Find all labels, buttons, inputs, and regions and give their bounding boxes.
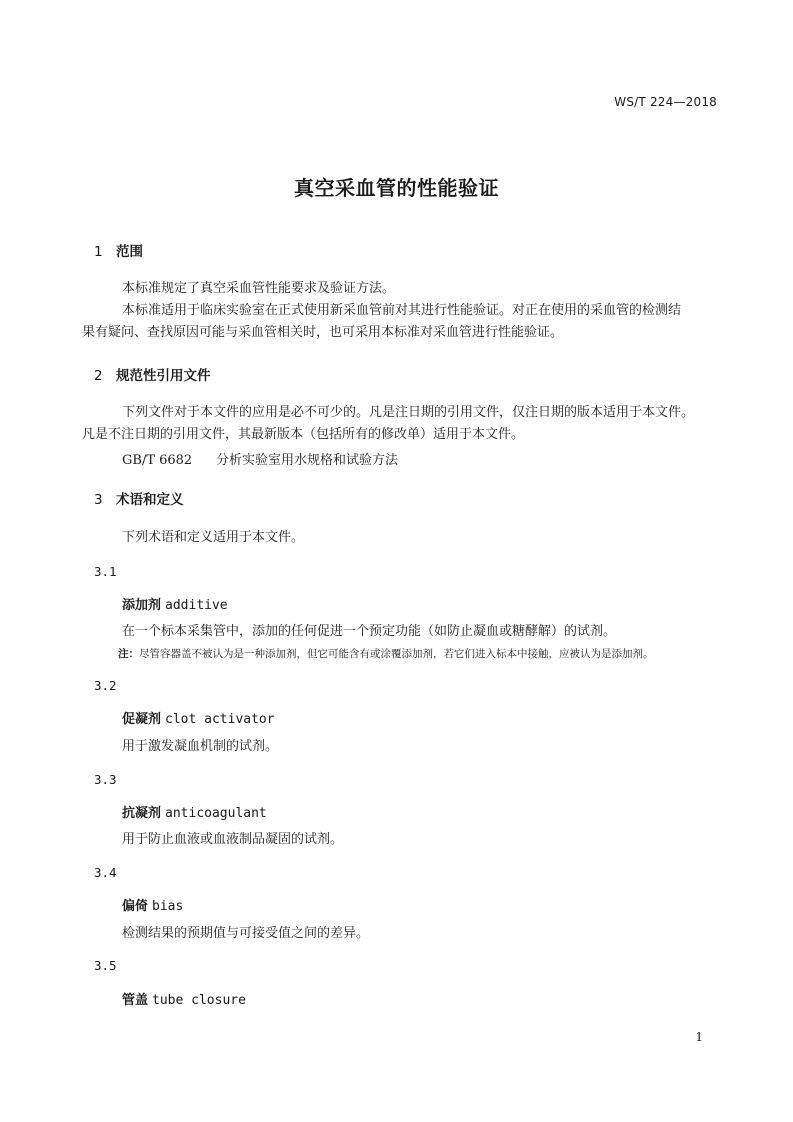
section-number: 1 (94, 244, 103, 260)
paragraph: 本标准适用于临床实验室在正式使用新采血管前对其进行性能验证。对正在使用的采血管的检测结 (122, 303, 682, 318)
section-title: 范围 (116, 244, 143, 260)
section-1-heading (94, 240, 143, 260)
term-zh: 管盖 (122, 993, 149, 1008)
paragraph: 下列术语和定义适用于本文件。 (122, 530, 305, 545)
reference-title: 分析实验室用水规格和试验方法 (216, 453, 399, 468)
paragraph: 下列文件对于本文件的应用是必不可少的。凡是注日期的引用文件，仅注日期的版本适用于本文件。 (122, 405, 695, 420)
section-3-heading (94, 488, 184, 508)
paragraph: 本标准规定了真空采血管性能要求及验证方法。 (122, 281, 396, 296)
term-definition: 检测结果的预期值与可接受值之间的差异。 (122, 926, 370, 941)
clause-number: 3.5 (94, 958, 117, 973)
term-entry (122, 989, 246, 1008)
clause-number: 3.4 (94, 865, 117, 880)
reference-code: GB/T 6682 (122, 453, 193, 468)
term-entry (122, 594, 228, 613)
page-number: 1 (695, 1030, 703, 1044)
document-code: WS/T 224—2018 (614, 95, 717, 109)
section-title: 规范性引用文件 (116, 368, 211, 384)
term-en: anticoagulant (165, 806, 267, 821)
note (118, 646, 654, 661)
clause-number: 3.1 (94, 564, 117, 579)
term-en: clot activator (165, 712, 275, 727)
term-en: additive (165, 598, 228, 613)
clause-number: 3.3 (94, 772, 117, 787)
term-entry (122, 708, 275, 727)
document-title: 真空采血管的性能验证 (294, 176, 499, 200)
term-entry (122, 802, 267, 821)
section-number: 2 (94, 368, 103, 384)
section-2-heading (94, 364, 211, 384)
note-text: 尽管容器盖不被认为是一种添加剂，但它可能含有或涂覆添加剂，若它们进入标本中接触，应被认为是添加剂。 (139, 648, 654, 660)
term-en: bias (152, 899, 184, 914)
term-zh: 偏倚 (122, 899, 149, 914)
normative-reference (122, 449, 398, 468)
term-definition: 用于防止血液或血液制品凝固的试剂。 (122, 832, 344, 847)
term-en: tube closure (152, 993, 246, 1008)
term-zh: 抗凝剂 (122, 806, 162, 821)
term-zh: 促凝剂 (122, 712, 162, 727)
term-entry (122, 895, 183, 914)
term-definition: 用于激发凝血机制的试剂。 (122, 739, 279, 754)
clause-number: 3.2 (94, 678, 117, 693)
section-number: 3 (94, 492, 103, 508)
term-definition: 在一个标本采集管中，添加的任何促进一个预定功能（如防止凝血或糖酵解）的试剂。 (122, 624, 617, 639)
note-label: 注： (118, 648, 139, 660)
paragraph: 果有疑问、查找原因可能与采血管相关时，也可采用本标准对采血管进行性能验证。 (82, 325, 564, 340)
section-title: 术语和定义 (116, 492, 184, 508)
term-zh: 添加剂 (122, 598, 162, 613)
paragraph: 凡是不注日期的引用文件，其最新版本（包括所有的修改单）适用于本文件。 (82, 427, 525, 442)
